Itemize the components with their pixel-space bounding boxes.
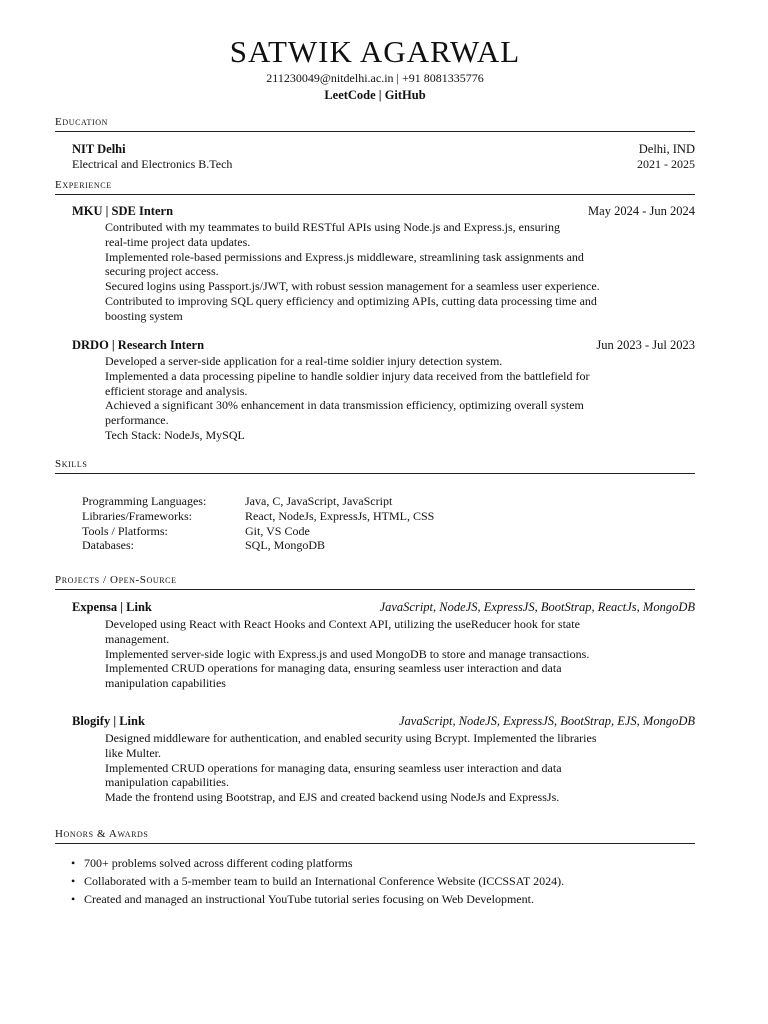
section-title-education: Education bbox=[55, 116, 109, 128]
skill-value: SQL, MongoDB bbox=[245, 538, 326, 553]
school-location: Delhi, IND bbox=[638, 142, 695, 156]
experience-dates: Jun 2023 - Jul 2023 bbox=[596, 338, 695, 352]
bullet-line: Implemented CRUD operations for managing data, ensuring seamless user interaction and data bbox=[105, 661, 562, 676]
award-text: Created and managed an instructional YouTube tutorial series focusing on Web Development. bbox=[84, 892, 534, 906]
bullet-line: Made the frontend using Bootstrap, and EJS and created backend using NodeJs and ExpressJs. bbox=[105, 790, 560, 805]
skill-label: Databases: bbox=[82, 538, 134, 553]
award-item bbox=[71, 890, 564, 908]
skill-value: Git, VS Code bbox=[245, 523, 310, 538]
bullet-line: securing project access. bbox=[105, 264, 219, 279]
award-item bbox=[71, 854, 564, 872]
bullet-line: Tech Stack: NodeJs, MySQL bbox=[105, 427, 245, 442]
skill-label: Programming Languages: bbox=[82, 494, 207, 508]
bullet-line: like Multer. bbox=[105, 745, 161, 760]
project-stack: JavaScript, NodeJS, ExpressJS, BootStrap, ReactJs, MongoDB bbox=[379, 600, 695, 614]
resume-page bbox=[55, 0, 695, 1024]
bullet-line: Implemented server-side logic with Express.js and used MongoDB to store and manage transactions. bbox=[105, 646, 590, 661]
experience-bullets-1 bbox=[105, 220, 697, 324]
bullet-line: manipulation capabilities bbox=[105, 676, 226, 691]
skill-value: React, NodeJs, ExpressJs, HTML, CSS bbox=[245, 508, 435, 523]
contact-line: 211230049@nitdelhi.ac.in | +91 8081335776 bbox=[266, 71, 484, 85]
bullet-line: manipulation capabilities. bbox=[105, 775, 229, 790]
section-title-experience: Experience bbox=[55, 179, 112, 191]
skill-label: Tools / Platforms: bbox=[82, 523, 168, 538]
section-divider bbox=[55, 589, 695, 590]
awards-list bbox=[71, 854, 564, 908]
skill-label: Libraries/Frameworks: bbox=[82, 508, 192, 523]
section-divider bbox=[55, 194, 695, 195]
profile-links[interactable]: LeetCode | GitHub bbox=[324, 88, 426, 102]
project-bullets-1 bbox=[105, 617, 697, 691]
section-title-projects: Projects / Open-Source bbox=[55, 574, 177, 586]
section-divider bbox=[55, 131, 695, 132]
award-text: 700+ problems solved across different coding platforms bbox=[84, 856, 353, 870]
award-item bbox=[71, 872, 564, 890]
bullet-line: Implemented a data processing pipeline to handle soldier injury data received from the battlefield for bbox=[105, 368, 590, 383]
candidate-name: SATWIK AGARWAL bbox=[229, 34, 521, 69]
bullet-line: Developed a server-side application for a real-time soldier injury detection system. bbox=[105, 354, 503, 368]
bullet-line: Achieved a significant 30% enhancement in data transmission efficiency, optimizing overall system bbox=[105, 398, 584, 413]
bullet-line: efficient storage and analysis. bbox=[105, 383, 248, 398]
project-title[interactable]: Expensa | Link bbox=[72, 600, 152, 614]
bullet-line: Implemented role-based permissions and Express.js middleware, streamlining task assignments and bbox=[105, 249, 584, 264]
bullet-dot-icon: • bbox=[71, 856, 76, 870]
bullet-line: management. bbox=[105, 631, 170, 646]
bullet-line: boosting system bbox=[105, 308, 183, 323]
experience-title: DRDO | Research Intern bbox=[72, 338, 205, 352]
bullet-dot-icon: • bbox=[71, 874, 76, 888]
bullet-line: performance. bbox=[105, 413, 169, 428]
education-years: 2021 - 2025 bbox=[637, 157, 695, 171]
skill-value: Java, C, JavaScript, JavaScript bbox=[245, 494, 393, 508]
project-stack: JavaScript, NodeJS, ExpressJS, BootStrap, EJS, MongoDB bbox=[398, 714, 695, 728]
bullet-line: Developed using React with React Hooks and Context API, utilizing the useReducer hook for state bbox=[105, 617, 580, 631]
section-title-awards: Honors & Awards bbox=[55, 828, 149, 840]
bullet-line: Implemented CRUD operations for managing data, ensuring seamless user interaction and data bbox=[105, 760, 562, 775]
section-divider bbox=[55, 473, 695, 474]
bullet-line: Secured logins using Passport.js/JWT, with robust session management for a seamless user experience. bbox=[105, 279, 600, 294]
section-divider bbox=[55, 843, 695, 844]
school-name: NIT Delhi bbox=[72, 142, 126, 156]
experience-title: MKU | SDE Intern bbox=[72, 204, 174, 218]
project-bullets-2 bbox=[105, 731, 697, 805]
bullet-line: real-time project data updates. bbox=[105, 234, 251, 249]
bullet-dot-icon: • bbox=[71, 892, 76, 906]
experience-bullets-2 bbox=[105, 354, 697, 443]
project-title[interactable]: Blogify | Link bbox=[72, 714, 145, 728]
bullet-line: Contributed with my teammates to build RESTful APIs using Node.js and Express.js, ensuring bbox=[105, 220, 560, 234]
bullet-line: Contributed to improving SQL query efficiency and optimizing APIs, cutting data processing time and bbox=[105, 293, 597, 308]
section-title-skills: Skills bbox=[55, 458, 88, 470]
bullet-line: Designed middleware for authentication, and enabled security using Bcrypt. Implemented the libraries bbox=[105, 731, 597, 745]
award-text: Collaborated with a 5-member team to build an International Conference Website (ICCSSAT 2024). bbox=[84, 874, 565, 888]
experience-dates: May 2024 - Jun 2024 bbox=[588, 204, 695, 218]
degree: Electrical and Electronics B.Tech bbox=[72, 157, 233, 171]
